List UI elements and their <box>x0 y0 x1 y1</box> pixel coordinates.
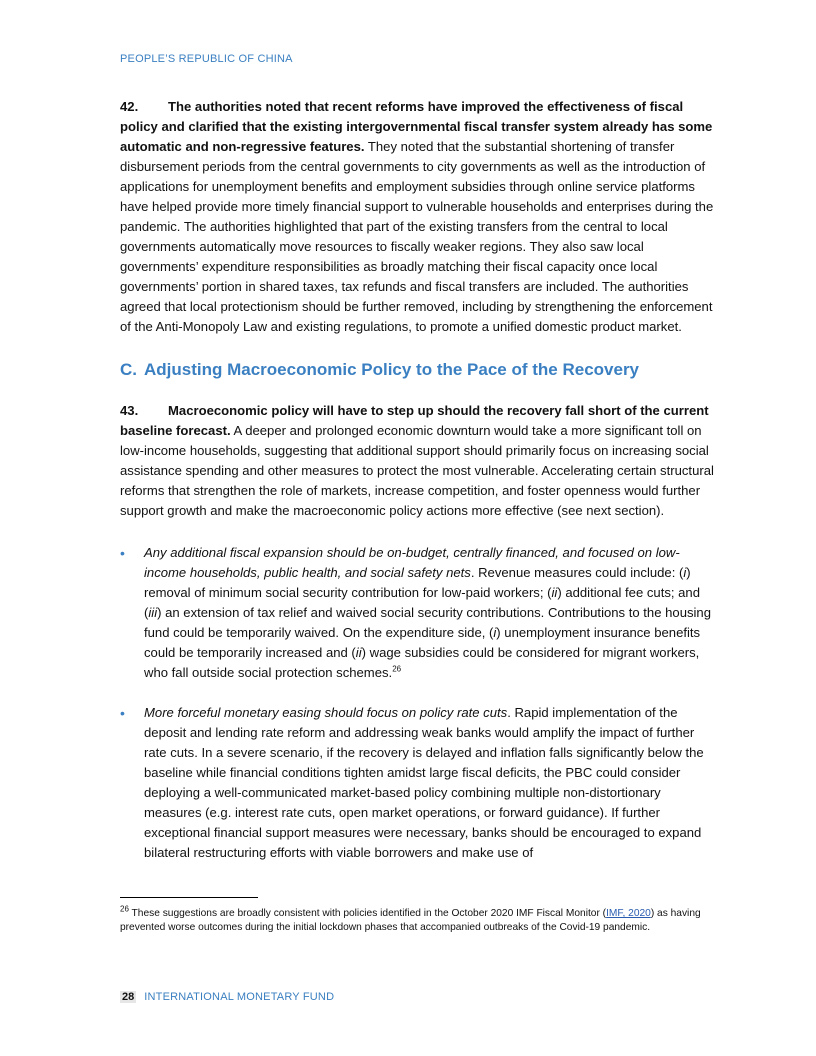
bullet-text: . Revenue measures could include: ( <box>470 565 684 580</box>
bullet-icon: • <box>120 705 125 721</box>
enum-marker: ii <box>551 585 558 600</box>
bullet-text: ) wage subsidies could be considered for migrant workers, who fall outside social protection schemes. <box>144 645 700 680</box>
footnote-text: These suggestions are broadly consistent with policies identified in the October 2020 IMF Fiscal Monitor ( <box>128 908 607 919</box>
enum-marker: ii <box>355 645 362 660</box>
enum-marker: i <box>683 565 687 580</box>
bullet-text: ) an extension of tax relief and waived social security contributions. Contributions to the housing fund could be temporarily waived. On the expenditure side, ( <box>144 605 711 640</box>
footnote-divider <box>120 897 258 898</box>
bullet-lead: More forceful monetary easing should focus on policy rate cuts <box>144 705 508 720</box>
bullet-text: ) additional fee cuts; and ( <box>144 585 700 620</box>
footnote-26 <box>120 904 720 935</box>
paragraph-number: 42. <box>120 99 139 114</box>
paragraph-42 <box>120 97 720 337</box>
paragraph-body: A deeper and prolonged economic downturn would take a more significant toll on low-income households, suggesting that additional support should primarily focus on increasing social assistance spending and other measures to protect the most vulnerable. Accelerating certain structural reforms that strengthen the role of markets, increase competition, and foster openness would further support growth and make the macroeconomic policy actions more effective (see next section). <box>120 423 714 518</box>
footnote-number: 26 <box>120 904 129 914</box>
bullet-icon: • <box>120 545 125 561</box>
section-heading <box>120 359 720 381</box>
running-header: PEOPLE’S REPUBLIC OF CHINA <box>120 53 293 65</box>
footer-organization: INTERNATIONAL MONETARY FUND <box>144 991 335 1003</box>
bullet-text: ) unemployment insurance benefits could be temporarily increased and ( <box>144 625 701 660</box>
footnote-ref[interactable]: 26 <box>392 664 402 674</box>
bullet-lead: Any additional fiscal expansion should be on-budget, centrally financed, and focused on low-income households, public health, and social safety nets <box>144 545 680 580</box>
paragraph-lead: Macroeconomic policy will have to step up should the recovery fall short of the current baseline forecast. <box>120 403 709 438</box>
enum-marker: i <box>493 625 497 640</box>
page-footer <box>120 991 334 1003</box>
bullet-fiscal-expansion <box>120 543 720 683</box>
imf-2020-link[interactable]: IMF, 2020 <box>606 908 651 919</box>
section-letter: C. <box>120 360 137 379</box>
enum-marker: iii <box>148 605 158 620</box>
footnote-text: ) as having prevented worse outcomes during the initial lockdown phases that accompanied outbreaks of the Covid-19 pandemic. <box>120 908 701 933</box>
bullet-text: . Rapid implementation of the deposit and lending rate reform and addressing weak banks would amplify the impact of further rate cuts. In a severe scenario, if the recovery is delayed and inflation falls significantly below the baseline while financial conditions tighten amidst large fiscal deficits, the PBC could consider deploying a well-communicated market-based policy combining multiple non-distortionary measures (e.g. interest rate cuts, open market operations, or forward guidance). If further exceptional financial support measures were necessary, banks should be encouraged to expand bilateral restructuring efforts with viable borrowers and make use of <box>144 705 704 860</box>
bullet-text: ) removal of minimum social security contribution for low-paid workers; ( <box>144 565 691 600</box>
paragraph-body: They noted that the substantial shortening of transfer disbursement periods from the central governments to city governments as well as the introduction of applications for unemployment benefits and employment subsidies through online service platforms have helped provide more timely financial support to vulnerable households and enterprises during the pandemic. The authorities highlighted that part of the existing transfers from the central to local governments automatically move resources to fiscally weaker regions. They also saw local governments’ expenditure responsibilities as broadly matching their fiscal capacity once local governments’ portion in shared taxes, tax refunds and fiscal transfers are included. The authorities agreed that local protectionism should be further removed, including by strengthening the enforcement of the Anti-Monopoly Law and existing regulations, to promote a unified domestic product market. <box>120 139 714 334</box>
page-number: 28 <box>122 991 135 1003</box>
paragraph-lead: The authorities noted that recent reforms have improved the effectiveness of fiscal policy and clarified that the existing intergovernmental fiscal transfer system already has some automatic and non-regressive features. <box>120 99 713 154</box>
main-content <box>120 97 720 883</box>
paragraph-number: 43. <box>120 403 139 418</box>
bullet-monetary-easing <box>120 703 720 863</box>
section-title: Adjusting Macroeconomic Policy to the Pace of the Recovery <box>144 360 640 379</box>
paragraph-43 <box>120 401 720 521</box>
